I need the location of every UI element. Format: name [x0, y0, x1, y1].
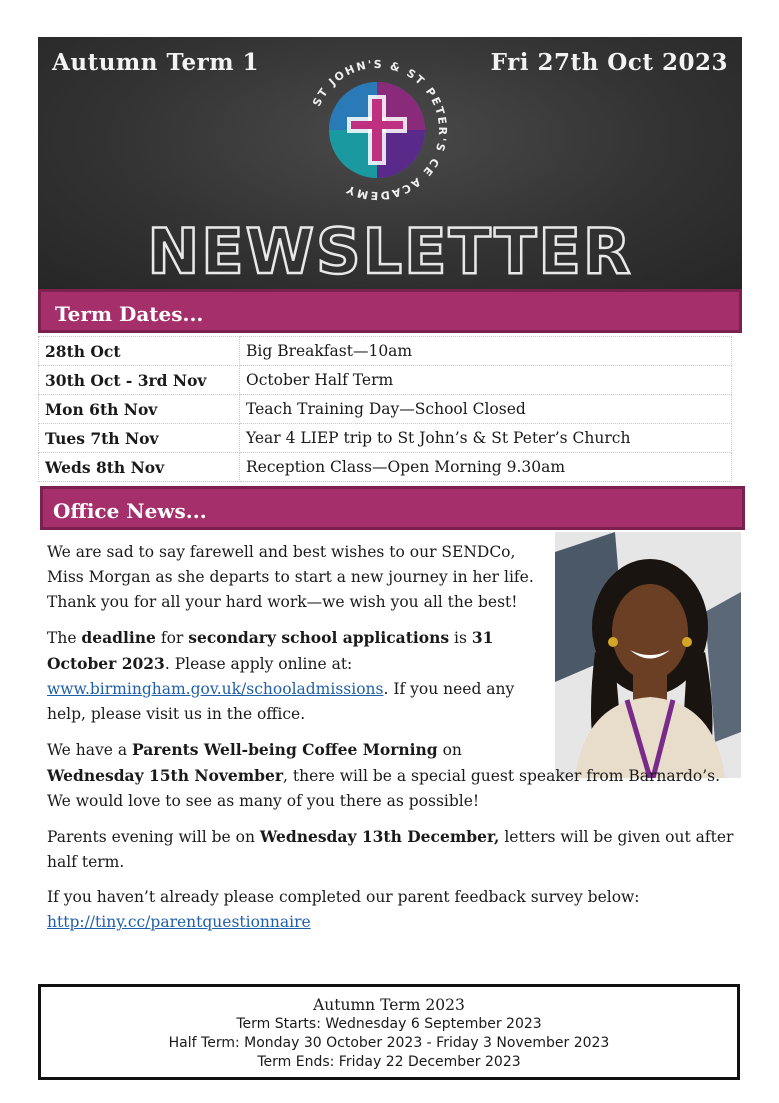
term-dates-heading: Term Dates... — [38, 289, 742, 333]
table-row — [39, 337, 732, 366]
table-row — [39, 366, 732, 395]
text: We have a — [47, 741, 133, 759]
text: letters will be given out after half term. — [47, 828, 734, 871]
coffee-morning-paragraph — [47, 737, 737, 814]
date-cell: Weds 8th Nov — [39, 453, 240, 482]
text-bold: Parents Well-being Coffee Morning — [132, 740, 438, 759]
term-summary-box — [38, 984, 740, 1080]
term-starts: Term Starts: Wednesday 6 September 2023 — [236, 1016, 542, 1032]
event-cell: October Half Term — [240, 366, 732, 395]
text: Parents evening will be on — [47, 828, 260, 846]
term-label: Autumn Term 1 — [52, 49, 260, 76]
issue-date: Fri 27th Oct 2023 — [490, 49, 728, 76]
date-cell: Mon 6th Nov — [39, 395, 240, 424]
office-news-body — [47, 540, 737, 945]
text-bold: 31 October 2023 — [47, 628, 494, 673]
text-bold: deadline — [81, 628, 156, 647]
text: on — [437, 741, 462, 759]
half-term: Half Term: Monday 30 October 2023 - Friday 3 November 2023 — [168, 1035, 610, 1051]
newsletter-title: NEWSLETTER — [147, 215, 633, 288]
text: The — [47, 629, 82, 647]
event-cell: Big Breakfast—10am — [240, 337, 732, 366]
text-bold: Wednesday 13th December, — [259, 827, 500, 846]
chalkboard-banner — [38, 37, 742, 289]
text: . Please apply online at: — [164, 655, 353, 673]
date-cell: 30th Oct - 3rd Nov — [39, 366, 240, 395]
event-cell: Teach Training Day—School Closed — [240, 395, 732, 424]
table-row — [39, 395, 732, 424]
event-cell: Reception Class—Open Morning 9.30am — [240, 453, 732, 482]
text: is — [449, 629, 472, 647]
date-cell: Tues 7th Nov — [39, 424, 240, 453]
text: If you haven’t already please completed our parent feedback survey below: — [47, 888, 640, 906]
text: , there will be a special guest speaker from Barnardo’s. We would love to see as many of you there as possible! — [47, 767, 721, 810]
summary-title: Autumn Term 2023 — [313, 996, 465, 1014]
farewell-paragraph: We are sad to say farewell and best wishes to our SENDCo, Miss Morgan as she departs to start a new journey in her life. Thank you for all your hard work—we wish you all the best! — [47, 543, 534, 611]
parents-evening-paragraph — [47, 824, 737, 875]
deadline-paragraph — [47, 625, 547, 727]
text-bold: Wednesday 15th November — [47, 766, 284, 785]
logo-ring-text: ST JOHN'S & ST PETER'S CE ACADEMY — [310, 57, 450, 203]
event-cell: Year 4 LIEP trip to St John’s & St Peter’s Church — [240, 424, 732, 453]
office-news-heading: Office News... — [40, 486, 745, 530]
admissions-link[interactable]: www.birmingham.gov.uk/schooladmissions — [47, 680, 384, 698]
date-cell: 28th Oct — [39, 337, 240, 366]
text: . If you need any help, please visit us in the office. — [47, 680, 515, 723]
term-dates-table — [38, 336, 732, 482]
term-ends: Term Ends: Friday 22 December 2023 — [257, 1054, 521, 1070]
text: for — [155, 629, 189, 647]
table-row — [39, 453, 732, 482]
text-bold: secondary school applications — [188, 628, 450, 647]
table-row — [39, 424, 732, 453]
school-logo — [302, 55, 452, 205]
survey-link[interactable]: http://tiny.cc/parentquestionnaire — [47, 913, 311, 931]
survey-paragraph — [47, 885, 737, 935]
